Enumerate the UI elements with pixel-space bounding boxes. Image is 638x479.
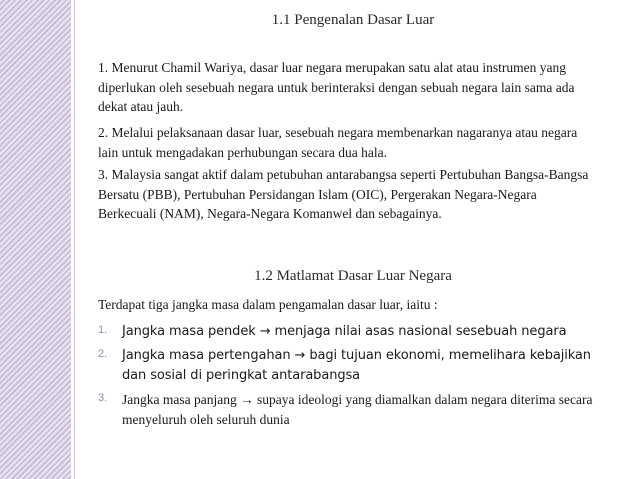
section-2-title: 1.2 Matlamat Dasar Luar Negara bbox=[254, 268, 452, 284]
timeframe-list bbox=[98, 322, 608, 429]
list-item bbox=[98, 322, 608, 346]
paragraph-2: 2. Melalui pelaksanaan dasar luar, sesebuah negara membenarkan nagaranya atau negara lain untuk mengadakan perhubungan secara dua hala. bbox=[98, 125, 578, 160]
paragraph-1: 1. Menurut Chamil Wariya, dasar luar negara merupakan satu alat atau instrumen yang diperlukan oleh sesebuah negara untuk berinteraksi dengan sebuah negara lain sama ada dekat atau jauh. bbox=[98, 60, 575, 114]
section-2-intro: Terdapat tiga jangka masa dalam pengamalan dasar luar, iaitu : bbox=[98, 297, 438, 312]
section-1-title: 1.1 Pengenalan Dasar Luar bbox=[271, 12, 435, 28]
list-number: 2. bbox=[98, 348, 108, 360]
stripe-edge-line bbox=[74, 0, 75, 479]
decorative-side-stripe bbox=[0, 0, 71, 479]
list-item bbox=[98, 390, 608, 429]
list-number: 1. bbox=[98, 324, 108, 336]
list-item bbox=[98, 346, 608, 390]
paragraph-3: 3. Malaysia sangat aktif dalam petubuhan antarabangsa seperti Pertubuhan Bangsa-Bangsa Bersatu (PBB), Pertubuhan Persidangan Islam (OIC), Pergerakan Negara-Negara Berkecuali (NAM), Negara-Negara Komanwel dan sebagainya. bbox=[98, 167, 589, 221]
list-item-text: Jangka masa pertengahan → bagi tujuan ekonomi, memelihara kebajikan dan sosial di peringkat antarabangsa bbox=[122, 348, 591, 383]
list-item-text: Jangka masa panjang → supaya ideologi yang diamalkan dalam negara diterima secara menyeluruh oleh seluruh dunia bbox=[122, 392, 593, 427]
list-number: 3. bbox=[98, 392, 108, 404]
list-item-text: Jangka masa pendek → menjaga nilai asas nasional sesebuah negara bbox=[122, 324, 567, 339]
